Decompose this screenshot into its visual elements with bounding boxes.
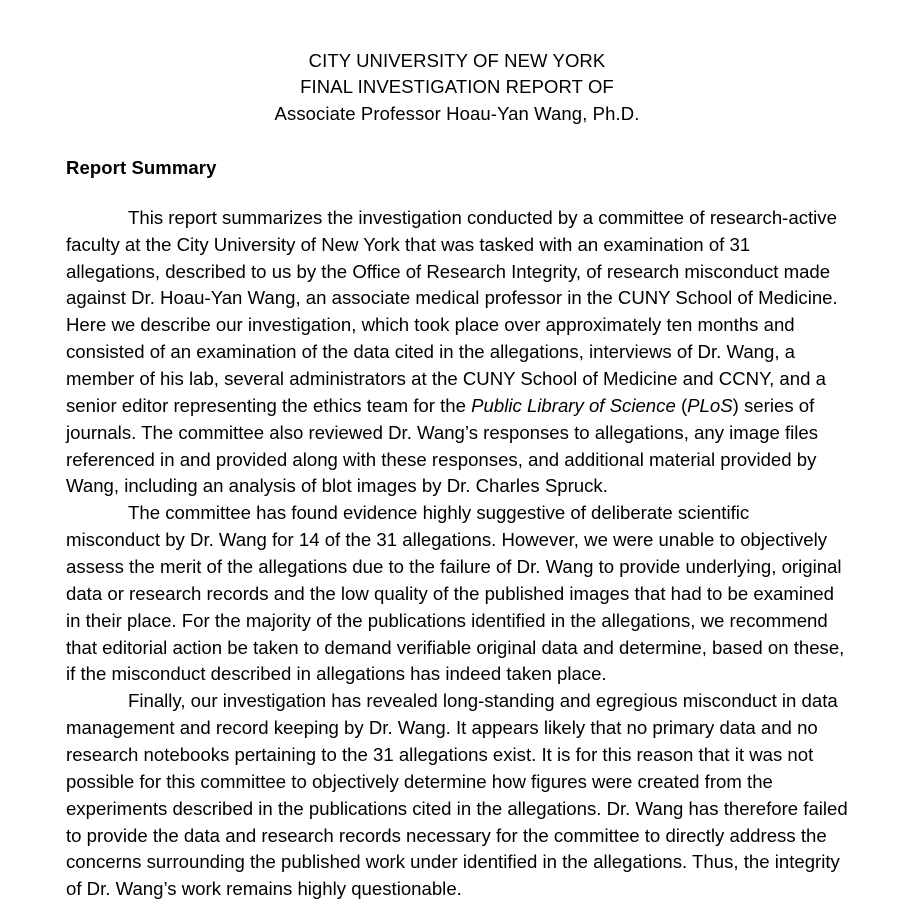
paragraph-3: Finally, our investigation has revealed long-standing and egregious misconduct in data management and record keeping by Dr. Wang. It appears likely that no primary data and no research notebooks pertaining to the 31 allegations exist. It is for this reason that it was not possible for this committee to objectively determine how figures were created from the experiments described in the publications cited in the allegations. Dr. Wang has therefore failed to provide the data and research records necessary for the committee to directly address the concerns surrounding the published work under identified in the allegations. Thus, the integrity of Dr. Wang’s work remains highly questionable. bbox=[66, 690, 848, 900]
paragraph-1-part-c: ) series of journals. The committee also reviewed Dr. Wang’s responses to allegations, any image files referenced in and provided along with these responses, and additional material provided by Wang, including an analysis of blot images by Dr. Charles Spruck. bbox=[66, 394, 819, 497]
paragraph-1-part-a: This report summarizes the investigation conducted by a committee of research-active faculty at the City University of New York that was tasked with an examination of 31 allegations, described to us by the Office of Research Integrity, of research misconduct made against Dr. Hoau-Yan Wang, an associate medical professor in the CUNY School of Medicine. Here we describe our investigation, which took place over approximately ten months and consisted of an examination of the data cited in the allegations, interviews of Dr. Wang, a member of his lab, several administrators at the CUNY School of Medicine and CCNY, and a senior editor representing the ethics team for the bbox=[66, 206, 838, 416]
paragraph-1-italic-journal-name: Public Library of Science bbox=[471, 394, 676, 416]
header-line-subject: Associate Professor Hoau-Yan Wang, Ph.D. bbox=[274, 102, 640, 124]
paragraph-1 bbox=[66, 205, 848, 500]
document-header bbox=[66, 48, 848, 127]
paragraph-1-part-b: ( bbox=[675, 394, 688, 416]
paragraph-1-italic-journal-abbrev: PLoS bbox=[687, 394, 733, 416]
paragraph-2: The committee has found evidence highly suggestive of deliberate scientific misconduct by Dr. Wang for 14 of the 31 allegations. However, we were unable to objectively assess the merit of the allegations due to the failure of Dr. Wang to provide underlying, original data or research records and the low quality of the published images that had to be examined in their place. For the majority of the publications identified in the allegations, we recommend that editorial action be taken to demand verifiable original data and determine, based on these, if the misconduct described in allegations has indeed taken place. bbox=[66, 502, 845, 685]
header-line-report-type: FINAL INVESTIGATION REPORT OF bbox=[300, 76, 614, 98]
header-line-institution: CITY UNIVERSITY OF NEW YORK bbox=[308, 50, 606, 71]
report-summary-body bbox=[66, 205, 848, 903]
section-title-report-summary: Report Summary bbox=[66, 156, 217, 178]
